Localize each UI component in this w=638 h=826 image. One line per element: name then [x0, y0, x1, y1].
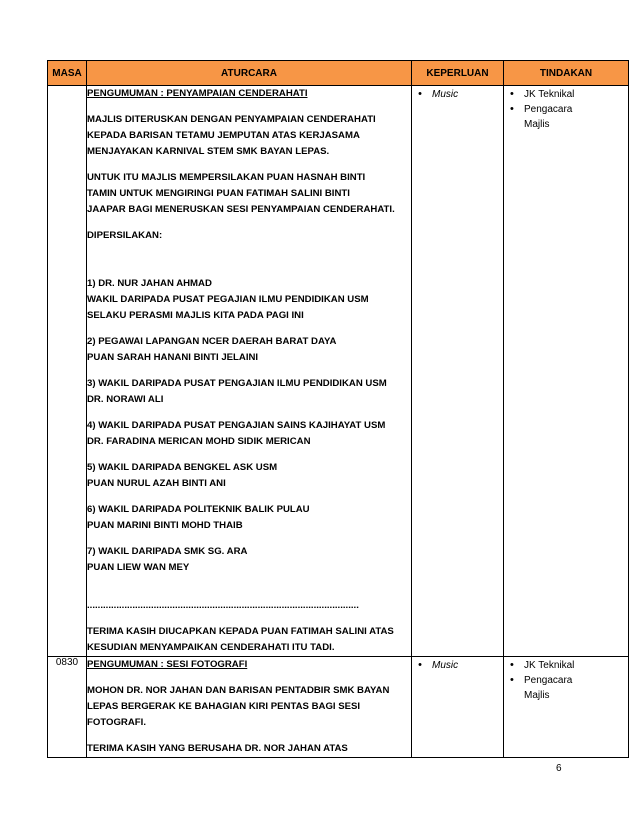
text-line: 1) DR. NUR JAHAN AHMAD	[87, 278, 212, 289]
list-item: • JK Teknikal	[510, 87, 628, 102]
keperluan-list	[412, 86, 503, 102]
text-line: UNTUK ITU MAJLIS MEMPERSILAKAN PUAN HASNAH BINTI	[87, 172, 366, 183]
header-keperluan: KEPERLUAN	[412, 61, 504, 86]
text-line: JAAPAR BAGI MENERUSKAN SESI PENYAMPAIAN CENDERAHATI.	[87, 204, 395, 215]
list-item: • Pengacara Majlis	[510, 673, 588, 703]
text-line: 5) WAKIL DARIPADA BENGKEL ASK USM	[87, 462, 278, 473]
text-line: 6) WAKIL DARIPADA POLITEKNIK BALIK PULAU	[87, 504, 310, 515]
tindakan-cell	[504, 86, 629, 657]
text-line: PUAN LIEW WAN MEY	[87, 562, 190, 573]
text-line: MENJAYAKAN KARNIVAL STEM SMK BAYAN LEPAS.	[87, 146, 330, 157]
text-line: DR. NORAWI ALI	[87, 394, 164, 405]
text-line: FOTOGRAFI.	[87, 717, 146, 728]
text-line: 7) WAKIL DARIPADA SMK SG. ARA	[87, 546, 248, 557]
section-heading: PENGUMUMAN : PENYAMPAIAN CENDERAHATI	[87, 88, 308, 99]
text-line: 3) WAKIL DARIPADA PUSAT PENGAJIAN ILMU PENDIDIKAN USM	[87, 378, 387, 389]
masa-cell	[48, 86, 87, 657]
text-line: MAJLIS DITERUSKAN DENGAN PENYAMPAIAN CENDERAHATI	[87, 114, 376, 125]
text-line: 2) PEGAWAI LAPANGAN NCER DAERAH BARAT DAYA	[87, 336, 337, 347]
text-line: DR. FARADINA MERICAN MOHD SIDIK MERICAN	[87, 436, 311, 447]
list-item: • Music	[418, 658, 503, 673]
text-line: MOHON DR. NOR JAHAN DAN BARISAN PENTADBIR SMK BAYAN	[87, 685, 390, 696]
dotted-separator: ......................................................................................................	[87, 600, 359, 611]
text-line: WAKIL DARIPADA PUSAT PEGAJIAN ILMU PENDIDIKAN USM	[87, 294, 369, 305]
keperluan-cell	[412, 86, 504, 657]
text-line: TAMIN UNTUK MENGIRINGI PUAN FATIMAH SALINI BINTI	[87, 188, 350, 199]
text-line: 4) WAKIL DARIPADA PUSAT PENGAJIAN SAINS KAJIHAYAT USM	[87, 420, 386, 431]
text-line: LEPAS BERGERAK KE BAHAGIAN KIRI PENTAS BAGI SESI	[87, 701, 361, 712]
text-line: KEPADA BARISAN TETAMU JEMPUTAN ATAS KERJASAMA	[87, 130, 360, 141]
list-item: • Pengacara Majlis	[510, 102, 588, 132]
keperluan-cell	[412, 657, 504, 758]
list-item: • JK Teknikal	[510, 658, 628, 673]
aturcara-cell	[87, 86, 412, 657]
text-line: DIPERSILAKAN:	[87, 230, 163, 241]
text-line: PUAN SARAH HANANI BINTI JELAINI	[87, 352, 259, 363]
header-aturcara: ATURCARA	[87, 61, 412, 86]
aturcara-cell	[87, 657, 412, 758]
text-line: SELAKU PERASMI MAJLIS KITA PADA PAGI INI	[87, 310, 304, 321]
text-line: PUAN MARINI BINTI MOHD THAIB	[87, 520, 243, 531]
schedule-table	[47, 60, 629, 758]
page-number: 6	[556, 763, 562, 774]
text-line: TERIMA KASIH DIUCAPKAN KEPADA PUAN FATIMAH SALINI ATAS	[87, 626, 394, 637]
tindakan-list	[504, 86, 628, 132]
section-heading: PENGUMUMAN : SESI FOTOGRAFI	[87, 659, 248, 670]
table-row	[48, 86, 629, 657]
table-header-row	[48, 61, 629, 86]
tindakan-cell	[504, 657, 629, 758]
list-item: • Music	[418, 87, 503, 102]
text-line: KESUDIAN MENYAMPAIKAN CENDERAHATI ITU TADI.	[87, 642, 335, 653]
header-masa: MASA	[48, 61, 87, 86]
text-line: TERIMA KASIH YANG BERUSAHA DR. NOR JAHAN ATAS	[87, 743, 348, 754]
masa-cell: 0830	[48, 657, 87, 758]
tindakan-list	[504, 657, 628, 703]
table-row	[48, 657, 629, 758]
text-line: PUAN NURUL AZAH BINTI ANI	[87, 478, 226, 489]
keperluan-list	[412, 657, 503, 673]
header-tindakan: TINDAKAN	[504, 61, 629, 86]
document-page	[47, 60, 627, 758]
